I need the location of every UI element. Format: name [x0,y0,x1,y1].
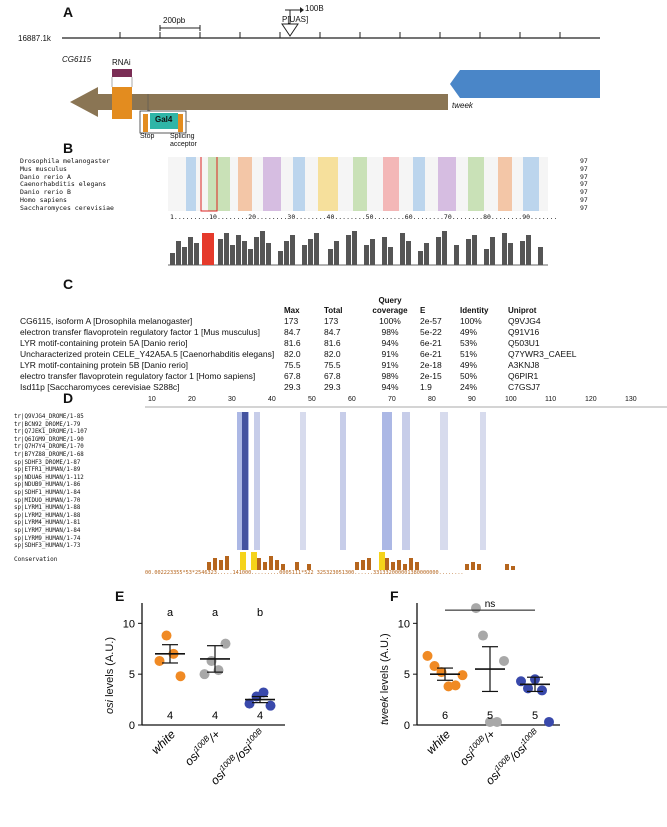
species-label: Danio rerio B [20,188,71,197]
data-point [221,639,231,649]
ns-label: ns [484,599,496,611]
alignment-ruler: 1.........10........20........30........40........50........60........70........80........90....... [170,213,558,221]
column-header: E [420,306,426,315]
significance-letter: a [166,607,174,620]
msa-row-label: sp|SDHF1_HUMAN/1-84 [14,489,81,496]
column-header: Total [324,306,343,315]
data-point [451,680,461,690]
table-cell-e: 6e-21 [420,338,442,348]
table-cell-max: 81.6 [284,338,301,348]
table-cell-uniprot: Q91V16 [508,327,540,337]
data-point [162,631,172,641]
sequence-end: 97 [580,172,588,181]
sequence-end: 97 [580,188,588,197]
table-cell-cov: 94% [381,382,399,392]
y-tick-label: 10 [122,618,135,631]
table-cell-e: 1.9 [420,382,432,392]
sequence-end: 97 [580,195,588,204]
table-cell-id: 50% [460,371,478,381]
n-label: 6 [441,710,449,722]
table-cell-total: 81.6 [324,338,341,348]
panel-b-letter: B [63,140,74,156]
n-label: 4 [211,710,219,722]
coordinate-label: 16887.1k [18,34,51,43]
table-cell-uniprot: A3KNJ8 [508,360,540,370]
x-category-label: osi$^{100B}$/+ [181,727,224,769]
panel-c-letter: C [63,276,74,292]
scale-bar-label: 200pb [163,16,186,25]
msa-row-label: tr|Q7H7Y4_DROME/1-70 [14,444,84,451]
table-cell-name: LYR motif-containing protein 5B [Danio rerio] [20,360,189,370]
table-cell-max: 67.8 [284,371,301,381]
significance-letter: b [256,607,264,620]
table-row [18,349,580,360]
msa-row-label: sp|LYRM2_HUMAN/1-88 [14,512,81,519]
ruler-tick: 100 [505,396,517,403]
table-cell-name: CG6115, isoform A [Drosophila melanogaster] [20,316,193,326]
msa-row-label: sp|SDHF3_DROME/1-87 [14,459,81,466]
msa-row-label: sp|MIDUO_HUMAN/1-70 [14,497,81,504]
table-cell-id: 24% [460,382,478,392]
table-cell-id: 100% [460,316,482,326]
table-row [18,360,580,371]
msa-row-label: sp|ETFR1_HUMAN/1-89 [14,467,81,474]
table-cell-max: 75.5 [284,360,301,370]
panel-a-letter: A [63,4,74,20]
msa-row-label: sp|NDUB9_HUMAN/1-86 [14,482,81,489]
msa-row-label: tr|B7YZ88_DROME/1-68 [14,451,84,458]
table-cell-id: 51% [460,349,478,359]
panel-e-chart [110,595,310,805]
gene-tweek-label: tweek [452,101,473,110]
y-tick-label: 0 [128,720,135,732]
data-point [537,685,547,695]
msa-row-label: tr|BCN92_DROME/1-79 [14,421,81,428]
table-cell-id: 49% [460,327,478,337]
sequence-end: 97 [580,157,588,165]
table-cell-e: 6e-21 [420,349,442,359]
data-point [423,651,433,661]
table-row [18,338,580,349]
ruler-tick: 10 [148,396,156,403]
table-cell-cov: 100% [379,316,401,326]
table-row [18,371,580,382]
table-cell-uniprot: C7GSJ7 [508,382,541,392]
data-point [478,631,488,641]
gal4-label: Gal4 [155,115,173,124]
x-category-label: white [148,727,179,757]
msa-row-label: tr|Q6IGM9_DROME/1-90 [14,436,84,443]
stop-label: Stop [140,133,155,140]
table-cell-name: LYR motif-containing protein 5A [Danio rerio] [20,338,188,348]
table-cell-max: 173 [284,316,299,326]
table-cell-cov: 98% [381,327,399,337]
species-label: Homo sapiens [20,195,67,204]
column-header: Query coverage [372,296,408,315]
data-point [499,656,509,666]
insertion-label: P[UAS] [282,15,309,24]
panel-e-ylabel: osi levels (A.U.) [104,636,116,714]
table-row [18,316,580,327]
ruler-tick: 60 [348,396,356,403]
splicing-acceptor-label: Splicing acceptor [170,133,197,148]
n-label: 4 [256,710,264,722]
table-cell-max: 82.0 [284,349,301,359]
data-point [176,671,186,681]
ruler-tick: 40 [268,396,276,403]
species-label: Caenorhabditis elegans [20,180,107,189]
ruler-tick: 90 [468,396,476,403]
ruler-tick: 70 [388,396,396,403]
table-cell-max: 84.7 [284,327,301,337]
x-category-label: osi$^{100B}$/+ [456,727,499,769]
insertion-id-label: 100B [305,4,324,13]
table-cell-total: 82.0 [324,349,341,359]
panel-a-gene-map [0,0,667,140]
blast-results-table [18,296,580,393]
table-cell-cov: 91% [381,360,399,370]
ruler-tick: 130 [625,396,637,403]
msa-row-labels [14,414,87,551]
x-category-label: osi$^{100B}$/osi$^{100B}$ [482,726,539,788]
species-label: Drosophila melanogaster [20,157,111,165]
panel-b-conservation-histogram [168,223,568,268]
table-cell-uniprot: Q503U1 [508,338,540,348]
table-cell-e: 5e-22 [420,327,442,337]
data-point [155,656,165,666]
species-label: Saccharomyces cerevisiae [20,203,114,212]
msa-row-label: sp|LYRM7_HUMAN/1-84 [14,527,81,534]
species-list [20,158,168,213]
table-cell-uniprot: Q7YWR3_CAEEL [508,349,577,359]
table-cell-total: 29.3 [324,382,341,392]
sequence-end: 97 [580,180,588,189]
ruler-tick: 80 [428,396,436,403]
table-row [18,327,580,338]
table-cell-total: 84.7 [324,327,341,337]
table-cell-cov: 98% [381,371,399,381]
n-label: 5 [486,710,494,722]
column-header: Identity [460,306,489,315]
ruler-tick: 120 [585,396,597,403]
column-header: Max [284,306,300,315]
data-point [544,717,554,727]
sequence-end: 97 [580,203,588,212]
table-cell-cov: 91% [381,349,399,359]
table-header-row [18,296,580,316]
y-tick-label: 5 [403,669,410,682]
y-tick-label: 0 [403,720,410,732]
table-cell-total: 67.8 [324,371,341,381]
table-cell-name: Isd11p [Saccharomyces cerevisiae S288c] [20,382,180,392]
y-tick-label: 5 [128,669,135,682]
conservation-label: Conservation [14,556,58,563]
msa-row-label: tr|Q9VJG4_DROME/1-85 [14,414,84,420]
panel-e-letter: E [115,588,125,604]
gene-cg6115-label: CG6115 [62,55,92,64]
x-category-label: white [423,727,454,757]
panel-f-chart [385,595,585,805]
species-label: Danio rerio A [20,172,71,181]
table-cell-uniprot: Q6PIR1 [508,371,539,381]
data-point [458,670,468,680]
ruler-tick: 20 [188,396,196,403]
sequence-end: 97 [580,164,588,173]
table-cell-id: 49% [460,360,478,370]
table-cell-cov: 94% [381,338,399,348]
panel-f-letter: F [390,588,399,604]
msa-row-label: sp|LYRM4_HUMAN/1-81 [14,520,81,527]
table-cell-e: 2e-18 [420,360,442,370]
msa-ruler [0,396,667,410]
species-label: Mus musculus [20,164,67,173]
panel-d-letter: D [63,390,74,406]
ruler-tick: 50 [308,396,316,403]
rnai-label: RNAi [112,58,131,67]
table-cell-total: 75.5 [324,360,341,370]
data-point [200,669,210,679]
table-cell-e: 2e-57 [420,316,442,326]
data-point [492,717,502,727]
n-label: 4 [166,710,174,722]
msa-row-label: sp|SDHF3_HUMAN/1-73 [14,543,81,550]
table-cell-e: 2e-15 [420,371,442,381]
y-tick-label: 10 [397,618,410,631]
table-cell-uniprot: Q9VJG4 [508,316,541,326]
table-cell-name: Uncharacterized protein CELE_Y42A5A.5 [Caenorhabditis elegans] [20,349,275,359]
data-point [471,603,481,613]
table-cell-max: 29.3 [284,382,301,392]
significance-letter: a [211,607,219,620]
table-cell-id: 53% [460,338,478,348]
table-cell-total: 173 [324,316,339,326]
x-category-label: osi$^{100B}$/osi$^{100B}$ [207,726,264,788]
conservation-digits: 00.002223355*53*2546323.....141000.........0005111*522 325323051300......331332000001380000000........ [145,570,464,576]
table-cell-name: electro transfer flavoprotein regulatory factor 1 [Homo sapiens] [20,371,256,381]
ruler-tick: 30 [228,396,236,403]
column-header: Uniprot [508,306,537,315]
table-cell-name: electron transfer flavoprotein regulatory factor 1 [Mus musculus] [20,327,260,337]
table-row [18,382,580,393]
msa-row-label: sp|LYRM1_HUMAN/1-88 [14,505,81,512]
msa-row-label: sp|LYRM9_HUMAN/1-74 [14,535,81,542]
n-label: 5 [531,710,539,722]
msa-row-label: sp|NDUA6_HUMAN/1-112 [14,474,84,481]
msa-row-label: tr|Q7JEK1_DROME/1-107 [14,429,88,436]
panel-f-ylabel: tweek levels (A.U.) [379,633,391,725]
ruler-tick: 110 [545,396,557,403]
sequence-end-list [580,158,588,213]
